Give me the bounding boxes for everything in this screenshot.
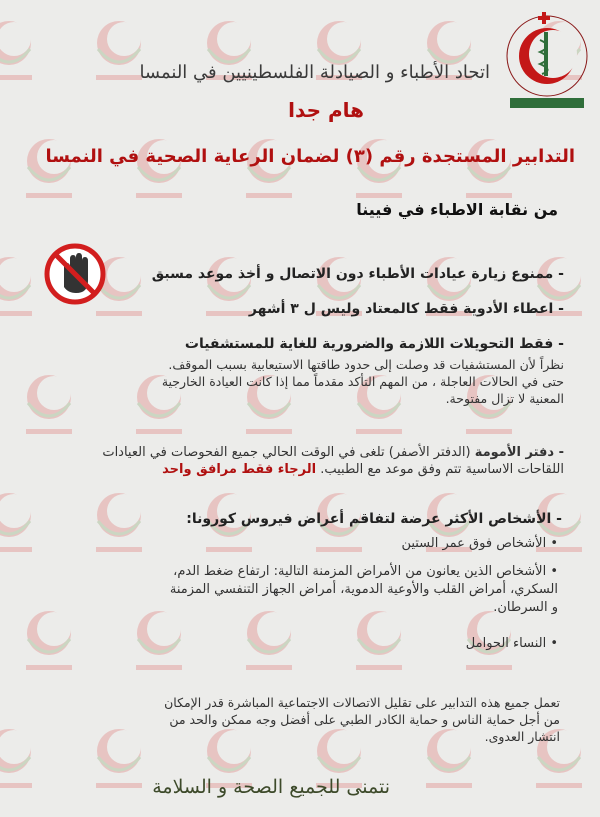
crescent-caduceus-logo-icon [500, 10, 594, 110]
list-item: • النساء الحوامل [465, 636, 558, 651]
watermark-crescent-icon [0, 15, 38, 83]
rule-appointments: - ممنوع زيارة عيادات الأطباء دون الاتصال و أخذ موعد مسبق [151, 266, 564, 282]
watermark-crescent-icon [0, 251, 38, 319]
watermark-crescent-icon [90, 487, 148, 555]
risk-title: - الأشخاص الأكثر عرضة لتفاقم أعراض فيروس كورونا: [186, 511, 562, 527]
watermark-crescent-icon [0, 487, 38, 555]
headline: التدابير المستجدة رقم (٣) لضمان الرعاية الصحية في النمسا [45, 146, 575, 167]
closing-wish: نتمنى للجميع الصحة و السلامة [152, 776, 390, 798]
watermark-crescent-icon [130, 133, 188, 201]
important-label: هام جدا [288, 98, 364, 122]
source-line: من نقابة الاطباء في فيينا [356, 200, 558, 219]
watermark-crescent-icon [20, 133, 78, 201]
no-entry-hand-icon [44, 243, 106, 305]
watermark-crescent-icon [460, 133, 518, 201]
list-item: • الأشخاص الذين يعانون من الأمراض المزمنة التالية: ارتفاع ضغط الدم، السكري، أمراض القلب والأوعية الدموية، أمراض الجهاز التنفسي المزمنة و السرطان. [169, 564, 558, 615]
referrals-text: نظراً لأن المستشفيات قد وصلت إلى حدود طاقتها الاستيعابية بسبب الموقف. حتى في الحالات العاجلة ، من المهم التأكد مقدماً مما إذا كانت العيادة الخارجية المعنية لا تزال مفتوحة. [161, 357, 564, 406]
list-item: • الأشخاص فوق عمر الستين [401, 536, 558, 551]
watermark-crescent-icon [350, 133, 408, 201]
organization-title: اتحاد الأطباء و الصيادلة الفلسطينيين في النمسا [139, 62, 490, 83]
maternity-text: - دفتر الأمومة (الدفتر الأصفر) تلغى في الوقت الحالي جميع الفحوصات في العيادات اللقاحات الاساسية تتم وفق موعد مع الطبيب. الرجاء فقط مرافق واحد [102, 445, 564, 477]
organization-logo [500, 10, 594, 110]
watermark-crescent-icon [240, 133, 298, 201]
rule-referrals: - فقط التحويلات اللازمة والضرورية للغاية للمستشفيات [184, 336, 564, 352]
rule-medication: - اعطاء الأدوية فقط كالمعتاد وليس ل ٣ أشهر [248, 301, 564, 317]
closing-paragraph: تعمل جميع هذه التدابير على تقليل الاتصالات الاجتماعية المباشرة قدر الإمكان من أجل حماية الناس و حماية الكادر الطبي على أفضل وجه ممكن والحد من انتشار العدوى. [164, 695, 560, 744]
